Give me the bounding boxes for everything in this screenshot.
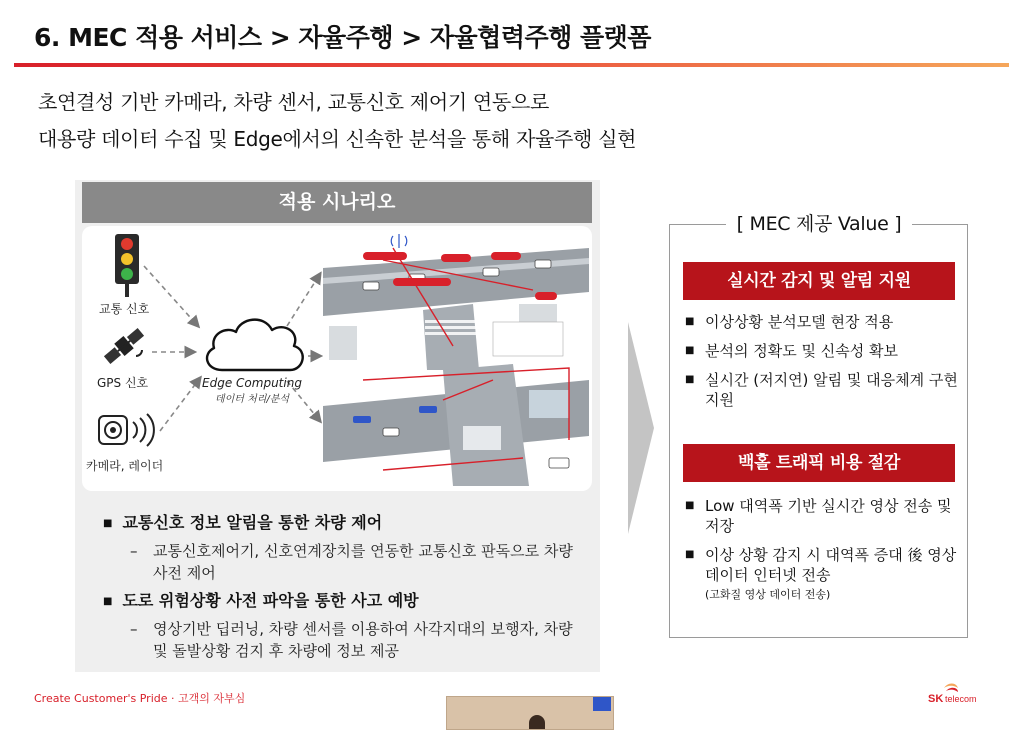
intersection-map-image: [323, 230, 589, 486]
title-divider: [14, 63, 1009, 67]
value-item: ■ Low 대역폭 기반 실시간 영상 전송 및 저장: [685, 497, 952, 535]
source-label-camera: 카메라, 레이더: [86, 459, 164, 473]
logo-telecom-text: telecom: [945, 694, 977, 704]
bullet-square-icon: ■: [685, 345, 695, 356]
scenario-detail-1-text: 교통신호제어기, 신호연계장치를 연동한 교통신호 판독으로 차량 사전 제어: [153, 542, 573, 582]
scenario-bullet-1: ■ 교통신호 정보 알림을 통한 차량 제어: [103, 510, 382, 533]
cloud-icon: [198, 308, 310, 380]
value-item: ■ 이상 상황 감지 시 대역폭 증대 後 영상 데이터 인터넷 전송 (고화질 영상 데이터 전송): [685, 545, 960, 605]
video-thumbnail[interactable]: [446, 696, 614, 730]
page-title: 6. MEC 적용 서비스 > 자율주행 > 자율협력주행 플랫폼: [34, 23, 651, 52]
value-item-note: (고화질 영상 데이터 전송): [705, 588, 831, 601]
dash-marker: –: [130, 542, 138, 560]
scenario-detail-2: [130, 618, 577, 662]
source-label-traffic: 교통 신호: [99, 302, 150, 316]
pin-icon[interactable]: [593, 697, 611, 711]
edge-computing-title: Edge Computing: [202, 376, 302, 390]
source-label-gps: GPS 신호: [97, 376, 149, 390]
value-item: ■ 분석의 정확도 및 신속성 확보: [685, 342, 898, 360]
value-item: ■ 실시간 (저지연) 알림 및 대응체계 구현 지원: [685, 371, 958, 409]
bullet-square-icon: ■: [685, 549, 695, 560]
bullet-square-icon: ■: [685, 316, 695, 327]
value-item: ■ 이상상황 분석모델 현장 적용: [685, 313, 894, 331]
sk-telecom-logo: [912, 680, 992, 708]
bullet-square-icon: ■: [685, 374, 695, 385]
radar-icon: [97, 410, 159, 450]
value-section-1-header: 실시간 감지 및 알림 지원: [683, 262, 955, 300]
subtitle-line-2: 대용량 데이터 수집 및 Edge에서의 신속한 분석을 통해 자율주행 실현: [38, 127, 637, 151]
value-title: [ MEC 제공 Value ]: [726, 209, 912, 236]
logo-sk-text: SK: [928, 693, 944, 705]
subtitle-line-1: 초연결성 기반 카메라, 차량 센서, 교통신호 제어기 연동으로: [38, 90, 549, 114]
scenario-bullet-2: ■ 도로 위험상황 사전 파악을 통한 사고 예방: [103, 588, 419, 611]
edge-computing-subtitle: 데이터 처리/분석: [214, 394, 290, 405]
presenter-image: [529, 715, 545, 730]
chevron-right-icon: [628, 322, 654, 534]
traffic-light-icon: [112, 233, 142, 297]
footer-slogan: Create Customer's Pride · 고객의 자부심: [34, 692, 246, 705]
bullet-square-icon: ■: [685, 500, 695, 511]
scenario-header: 적용 시나리오: [82, 182, 592, 223]
scenario-detail-1: [130, 540, 577, 584]
dash-marker: –: [130, 620, 138, 638]
satellite-icon: [102, 326, 146, 366]
scenario-detail-2-text: 영상기반 딥러닝, 차량 센서를 이용하여 사각지대의 보행자, 차량 및 돌발상황 검지 후 차량에 정보 제공: [153, 620, 573, 660]
value-section-2-header: 백홀 트래픽 비용 절감: [683, 444, 955, 482]
